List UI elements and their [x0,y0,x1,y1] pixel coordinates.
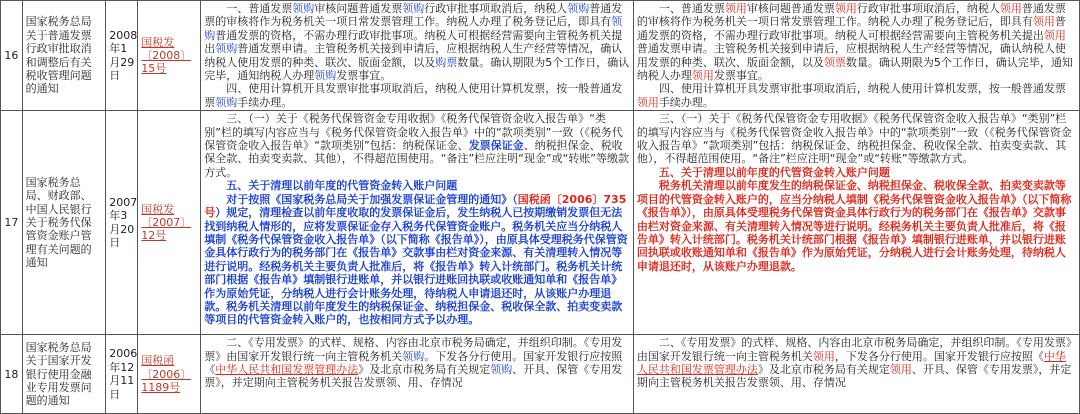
text-run: 三、（一）关于《税务代保管资金专用收据》《税务代保管资金收入报告单》“类别”栏的填写内容应当与《税务代保管资金收入报告单》中的“款项类别”一致（《税务代保管资金收入报告单》“款项类别”包括：纳税保证金、 [204,112,623,153]
text-run: 普通发票申请。主管税务机关接到申请后，应根据纳税人生产经营等情况，确认纳税人使用发票的种类、联次、版面金额，以及 [636,42,1066,69]
text-run: 数量。确认期限为5个工作日，确认完毕，通知纳税人办理 [636,55,1073,83]
table-row [1,1,1080,111]
text-run: ）规定，清理检查以前年度收取的发票保证金后，发生纳税人已按期缴销发票但无法找到纳税人情形的，应将发票保证金存入税务代保管资金账户。税务机关应当分纳税人填制《税务代保管资金收入报告单》（以下简称《报告单》），由原具体受理税务代保管资金具体行政行为的税务部门在《报告单》交款事由栏对资金来源、有关清理转入情况等进行说明。经税务机关主要负责人批准后，将《报告单》转入计统部门。税务机关计统部门根据《报告单》填制银行进账单，并以银行进账回执联或收账通知单和《报告单》作为原始凭证，分纳税人进行会计账务处理，待纳税人申请退还时，从该账户办理退款。税务机关清理以前年度发生的纳税保证金、纳税担保金、税收保全款、拍卖变卖款等项目的代管资金转入账户的，也按相同方式予以办理。 [204,206,628,327]
original-text [201,1,634,111]
text-run: 领购 [490,363,513,377]
revised-text [633,335,1079,414]
paragraph [204,336,630,390]
text-run: 五、关于清理以前年度的代管资金转入账户问题 [226,179,458,193]
row-number: 17 [1,111,23,335]
text-run: 购票 [435,55,458,69]
issue-date: 2006年12月11日 [106,335,138,414]
document-title: 国家税务总局关于普通发票行政审批取消和调整后有关税收管理问题的通知 [22,1,106,111]
text-run: 国税函〔2006〕735号 [204,192,627,220]
text-run: 领购 [402,349,425,363]
document-number-cell [138,1,201,111]
document-title: 国家税务总局关于国家开发银行使用金融业专用发票问题的通知 [22,335,106,414]
text-run: 行政审批事项取消后，纳税人 [424,2,568,15]
text-run: 手续办理。 [237,95,293,109]
text-run: 》及北京市税务局有关规定 [757,363,890,377]
text-run: 四、使用计算机开具发票审批事项取消后，纳税人使用计算机发票，按一般普通发票 [658,82,1066,96]
text-run: 领用 [812,349,835,363]
paragraph [637,166,1076,179]
original-text [201,111,634,335]
paragraph [637,336,1076,390]
text-run: 一、普通发票 [658,2,725,15]
row-number: 18 [1,335,23,414]
paragraph [204,82,630,109]
text-run: 领购 [292,2,315,15]
text-run: 领用 [834,2,857,15]
document-title: 国家税务总局、财政部、中国人民银行关于税务代保管资金账户管理有关问题的通知 [22,111,106,335]
text-run: 领用 [724,2,747,15]
text-run: 》及北京市税务局有关规定 [358,363,491,377]
issue-date: 2007年3月20日 [106,111,138,335]
paragraph [637,112,1076,166]
text-run: 审核问题普通发票 [314,2,403,15]
text-run: 领用 [999,2,1022,15]
paragraph [204,179,630,192]
text-run: 手续办理。 [658,95,714,109]
text-run: 普通发票申请。主管税务机关接到申请后，应根据纳税人生产经营等情况，确认纳税人使用发票的种类、联次、版面金额，以及 [204,42,623,69]
text-run: 领购 [314,69,337,83]
text-run: 领购 [402,2,425,15]
table-row [1,335,1080,414]
text-run: 发票事宜。 [713,69,769,83]
issue-date: 2008年1月29日 [106,1,138,111]
text-run: 普通发票的审核将作为税务机关一项日常发票管理工作。纳税人办理了税务登记后，即具有 [204,2,623,29]
document-number-link[interactable]: 国税发〔2007〕12号 [141,202,192,243]
law-link[interactable]: 中华人民共和国发票管理办法 [215,363,359,377]
text-run: 发票保证金 [468,139,524,153]
text-run: 领用 [889,363,912,377]
text-run: 领用 [1032,15,1055,29]
paragraph [204,193,630,327]
text-run: 数量。确认期限为5个工作日，确认完毕，通知纳税人办理 [204,55,630,83]
paragraph [204,2,630,82]
original-text [201,335,634,414]
text-run: 对于按照《国家税务总局关于加强发票保证金管理的通知》（ [226,192,518,206]
text-run: 领用 [691,69,714,83]
text-run: 领票 [823,55,846,69]
paragraph [637,82,1076,109]
text-run: 普通发票的审核将作为税务机关一项日常发票管理工作。纳税人办理了税务登记后，即具有 [636,2,1066,29]
document-number-link[interactable]: 国税发〔2008〕15号 [141,35,192,76]
text-run: 发票事宜。 [336,69,392,83]
text-run: 、纳税担保金、税收保全款、拍卖变卖款、其他），不得超范围使用。“备注”栏应注明“现金”或“转账”等缴款方式。 [204,139,629,179]
document-number-link[interactable]: 国税函〔2006〕1189号 [141,354,192,394]
text-run: 领用 [636,95,659,109]
text-run: 领购 [567,2,590,15]
text-run: 一、普通发票 [226,2,293,15]
text-run: 领购 [215,95,238,109]
revised-text [633,1,1079,111]
text-run: 四、使用计算机开具发票审批事项取消后，纳税人使用计算机发票，按一般普通发票 [204,82,623,109]
text-run: 二、《专用发票》的式样、规格、内容由北京市税务局确定，并组织印制。《专用发票》由国家开发银行统一向主管税务机关 [204,336,623,363]
revised-text [633,111,1079,335]
document-number-cell [138,335,201,414]
text-run: 五、关于清理以前年度的代管资金转入账户问题 [658,165,890,179]
text-run: 审核问题普通发票 [746,2,835,15]
text-run: 三、（一）关于《税务代保管资金专用收据》《税务代保管资金收入报告单》“类别”栏的填写内容应当与《税务代保管资金收入报告单》中的“款项类别”一致（《税务代保管资金收入报告单》“款项类别”包括：纳税保证金、纳税担保金、税收保全款、拍卖变卖款、其他），不得超范围使用。“备注”栏应注明“现金”或“转账”等缴款方式。 [636,112,1072,166]
text-run: 领用 [1043,28,1066,42]
text-run: 普通发票的资格，不需办理行政审批事项。纳税人可根据经营需要向主管税务机关提出 [636,15,1066,42]
paragraph [637,2,1076,82]
text-run: 税务机关清理以前年度发生的纳税保证金、纳税担保金、税收保全款、拍卖变卖款等项目的代管资金转入账户的，应当分纳税人填制《税务代保管资金收入报告单》（以下简称《报告单》），由原具体受理税务代保管资金具体行政行为的税务部门在《报告单》交款事由栏对资金来源、有关清理转入情况等进行说明。经税务机关主要负责人批准后，将《报告单》转入计统部门。税务机关计统部门根据《报告单》填制银行进账单，并以银行进账回执联或收账通知单和《报告单》作为原始凭证，分纳税人进行会计账务处理，待纳税人申请退还时，从该账户办理退款。 [636,179,1072,273]
text-run: 领购 [215,42,238,56]
document-number-cell [138,111,201,335]
row-number: 16 [1,1,23,111]
text-run: 、开具、保管《专用发票》，并定期向主管税务机关报告发票领、用、存情况 [636,363,1072,390]
text-run: 行政审批事项取消后，纳税人 [856,2,1000,15]
text-run: 。下发各分行使用。国家开发银行应按照《 [204,349,623,377]
text-run: ，下发各分行使用。国家开发银行应按照《 [834,349,1044,363]
paragraph [204,112,630,179]
text-run: 二、《专用发票》的式样、规格、内容由北京市税务局确定，并组织印制。《专用发票》由国家开发银行统一向主管税务机关 [636,336,1072,363]
text-run: 普通发票的资格，不需办理行政审批事项。纳税人可根据经营需要向主管税务机关提出 [204,28,623,56]
paragraph [637,179,1076,273]
text-run: 领购 [204,15,623,42]
law-link[interactable]: 中华人民共和国发票管理办法 [636,349,1066,377]
table-row [1,111,1080,335]
text-run: 、开具、保管《专用发票》，并定期向主管税务机关报告发票领、用、存情况 [204,363,623,390]
